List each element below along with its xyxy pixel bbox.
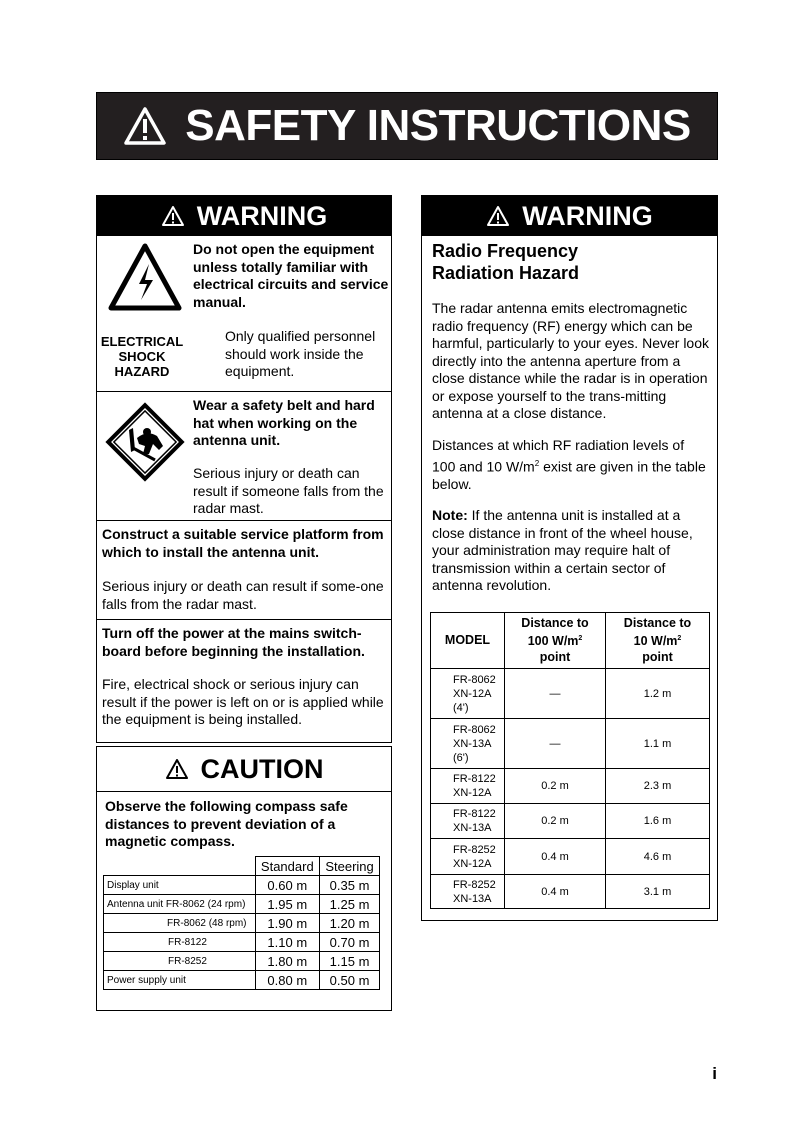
left-warning-box: [96, 195, 392, 743]
warning-heading: WARNING: [97, 196, 391, 236]
table-row: Display unit 0.60 m 0.35 m: [104, 876, 380, 895]
belt-normal-text: Serious injury or death can result if someone falls from the radar mast.: [193, 465, 384, 516]
col-standard: Standard: [255, 857, 320, 876]
table-row: Antenna unit FR-8062 (24 rpm) 1.95 m 1.25 m: [104, 895, 380, 914]
table-header-row: [104, 857, 380, 876]
warning-heading: WARNING: [422, 196, 717, 236]
page-title: SAFETY INSTRUCTIONS: [185, 101, 691, 150]
table-row: FR-8062 XN-13A (6') — 1.1 m: [431, 719, 710, 769]
page-number: i: [712, 1064, 717, 1083]
compass-distance-table: [103, 856, 380, 990]
electrical-shock-icon: [107, 242, 183, 312]
table-row: Power supply unit 0.80 m 0.50 m: [104, 971, 380, 990]
rf-paragraph-1: The radar antenna emits electromagnetic radio frequency (RF) energy which can be harmful, particularly to your eyes. Never look directly into the antenna aperture from a close distance while the radar is in operation or expose yourself to the trans-mitting antenna at a close distance.: [432, 300, 709, 421]
power-normal-text: Fire, electrical shock or serious injury can result if the power is left on or is applied while the equipment is being installed.: [102, 676, 384, 727]
electrical-warning-text: Do not open the equipment unless totally familiar with electrical circuits and service manual.: [193, 241, 389, 310]
table-header-row: [431, 613, 710, 669]
caution-text: Observe the following compass safe distances to prevent deviation of a magnetic compass.: [105, 798, 348, 849]
right-warning-box: [421, 195, 718, 921]
power-warning-text: Turn off the power at the mains switch-board before beginning the installation.: [102, 625, 365, 659]
belt-warning-text: Wear a safety belt and hard hat when working on the antenna unit.: [193, 397, 375, 448]
fall-hazard-icon: [103, 400, 187, 484]
caution-triangle-icon: [165, 758, 189, 780]
rf-note: Note: If the antenna unit is installed at a close distance in front of the wheel house, your administration may require halt of transmission within a certain sector of antenna revolution.: [432, 507, 693, 593]
caution-heading: CAUTION: [97, 747, 391, 792]
electrical-normal-text: Only qualified personnel should work inside the equipment.: [225, 328, 376, 379]
table-row: FR-8252 XN-13A 0.4 m 3.1 m: [431, 875, 710, 909]
power-section: [97, 619, 391, 742]
col-100w: Distance to 100 $W/m^2$ point: [505, 613, 606, 669]
table-row: FR-8252 1.80 m 1.15 m: [104, 952, 380, 971]
warning-triangle-icon: [161, 205, 185, 227]
table-row: FR-8252 XN-12A 0.4 m 4.6 m: [431, 839, 710, 875]
hazard-label: ELECTRICAL SHOCK HAZARD: [100, 334, 184, 379]
table-row: FR-8062 (48 rpm) 1.90 m 1.20 m: [104, 914, 380, 933]
electrical-shock-section: [97, 236, 391, 391]
table-row: FR-8122 XN-13A 0.2 m 1.6 m: [431, 804, 710, 839]
platform-normal-text: Serious injury or death can result if some-one falls from the radar mast.: [102, 578, 384, 612]
rf-subheading: Radio Frequency Radiation Hazard: [432, 241, 580, 283]
rf-paragraph-2: Distances at which RF radiation levels of 100 and 10 $W/m^2$ exist are given in the table below.: [432, 437, 706, 492]
col-model: MODEL: [431, 613, 505, 669]
col-10w: Distance to 10 $W/m^2$ point: [606, 613, 710, 669]
rf-distance-table: [430, 612, 710, 909]
caution-box: [96, 746, 392, 1011]
warning-triangle-icon: [123, 106, 167, 146]
warning-triangle-icon: [486, 205, 510, 227]
title-banner: [96, 92, 718, 160]
platform-warning-text: Construct a suitable service platform from which to install the antenna unit.: [102, 526, 384, 560]
table-row: FR-8122 XN-12A 0.2 m 2.3 m: [431, 769, 710, 804]
platform-section: [97, 520, 391, 619]
safety-belt-section: [97, 391, 391, 520]
table-row: FR-8122 1.10 m 0.70 m: [104, 933, 380, 952]
col-steering: Steering: [320, 857, 380, 876]
table-row: FR-8062 XN-12A (4') — 1.2 m: [431, 669, 710, 719]
